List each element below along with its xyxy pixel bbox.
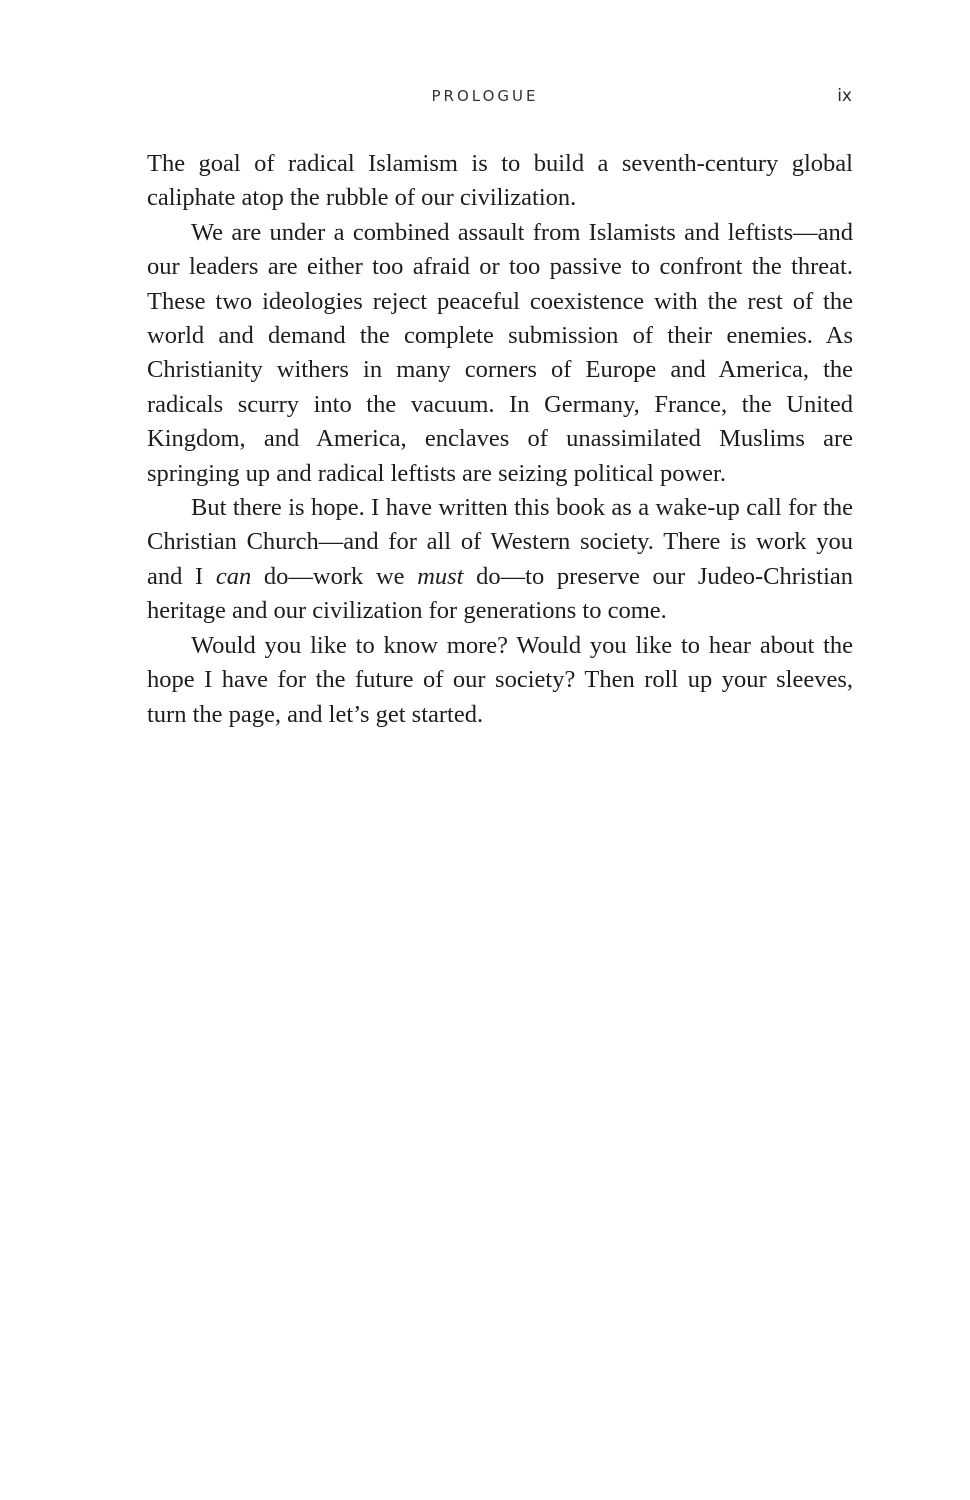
paragraph-3-part-1: But there is hope. I have written this book as a wake-up call for the Christian Church—and for all of Western society. There is work you and I [147,494,853,590]
page-number: ix [837,86,852,106]
paragraph-3 [147,491,853,629]
paragraph-1: The goal of radical Islamism is to build a seventh-century global caliphate atop the rubble of our civilization. [147,150,853,212]
paragraph-2: We are under a combined assault from Islamists and leftists—and our leaders are either too afraid or too passive to confront the threat. These two ideologies reject peaceful coexistence with the rest of the world and demand the complete submission of their enemies. As Christianity withers in many corners of Europe and America, the radicals scurry into the vacuum. In Germany, France, the United Kingdom, and America, enclaves of unassimilated Muslims are springing up and radical leftists are seizing political power. [147,218,853,487]
paragraph-3-part-3: do—to preserve our Judeo-Christian heritage and our civilization for generations to come. [147,562,853,625]
paragraph-3-part-2: do—work we [251,562,418,590]
running-title: PROLOGUE [431,87,539,105]
paragraph-4: Would you like to know more? Would you like to hear about the hope I have for the future of our society? Then roll up your sleeves, turn the page, and let’s get started. [147,631,853,728]
emphasis-must: must [417,562,464,590]
running-head [0,84,970,108]
body-text [147,147,853,732]
emphasis-can: can [215,562,252,590]
